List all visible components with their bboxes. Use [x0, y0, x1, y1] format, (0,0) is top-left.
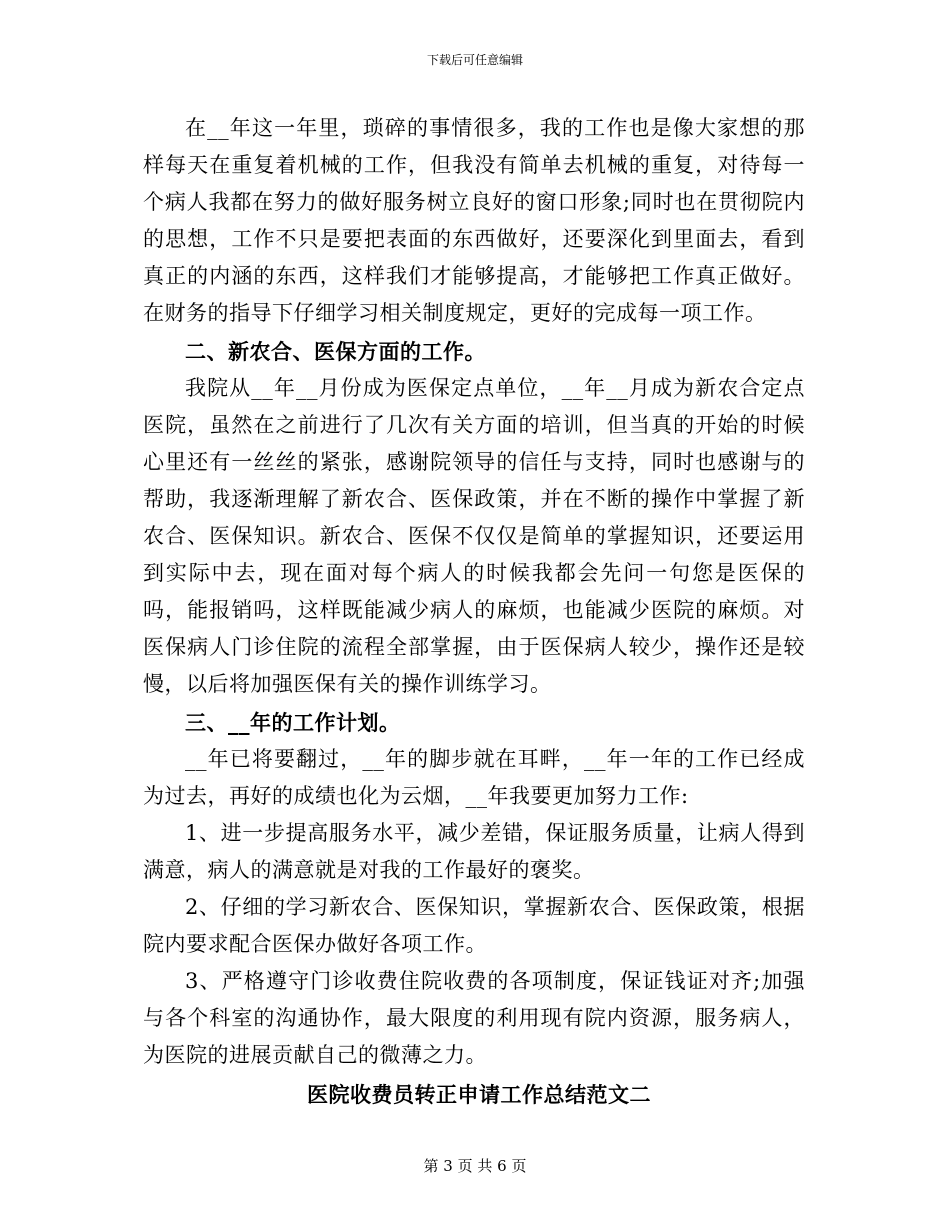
paragraph-insurance-work: 我院从__年__月份成为医保定点单位，__年__月成为新农合定点医院，虽然在之前进行了几次有关方面的培训，但当真的开始的时候心里还有一丝丝的紧张，感谢院领导的信任与支持，同时也感谢与的帮助，我逐渐理解了新农合、医保政策，并在不断的操作中掌握了新农合、医保知识。新农合、医保不仅仅是简单的掌握知识，还要运用到实际中去，现在面对每个病人的时候我都会先问一句您是医保的吗，能报销吗，这样既能减少病人的麻烦，也能减少医院的麻烦。对医保病人门诊住院的流程全部掌握，由于医保病人较少，操作还是较慢，以后将加强医保有关的操作训练学习。	[143, 375, 805, 697]
plan-item-1: 1、进一步提高服务水平，减少差错，保证服务质量，让病人得到满意，病人的满意就是对我的工作最好的褒奖。	[143, 820, 805, 882]
document-body	[143, 110, 805, 1113]
next-document-title: 医院收费员转正申请工作总结范文二	[307, 1082, 651, 1108]
page-header-note: 下载后可任意编辑	[426, 53, 523, 67]
page-number-footer: 第 3 页 共 6 页	[423, 1157, 527, 1175]
plan-item-3: 3、严格遵守门诊收费住院收费的各项制度，保证钱证对齐;加强与各个科室的沟通协作，最大限度的利用现有院内资源，服务病人，为医院的进展贡献自己的微薄之力。	[143, 969, 805, 1068]
section-heading-work-plan: 三、__年的工作计划。	[185, 709, 401, 735]
section-heading-insurance: 二、新农合、医保方面的工作。	[185, 338, 486, 364]
paragraph-work-plan-intro: __年已将要翻过，__年的脚步就在耳畔，__年一年的工作已经成为过去，再好的成绩也化为云烟，__年我要更加努力工作:	[143, 746, 805, 808]
plan-item-2: 2、仔细的学习新农合、医保知识，掌握新农合、医保政策，根据院内要求配合医保办做好各项工作。	[143, 894, 805, 957]
paragraph-year-review: 在__年这一年里，琐碎的事情很多，我的工作也是像大家想的那样每天在重复着机械的工作，但我没有简单去机械的重复，对待每一个病人我都在努力的做好服务树立良好的窗口形象;同时也在贯彻院内的思想，工作不只是要把表面的东西做好，还要深化到里面去，看到真正的内涵的东西，这样我们才能够提高，才能够把工作真正做好。在财务的指导下仔细学习相关制度规定，更好的完成每一项工作。	[143, 116, 805, 326]
